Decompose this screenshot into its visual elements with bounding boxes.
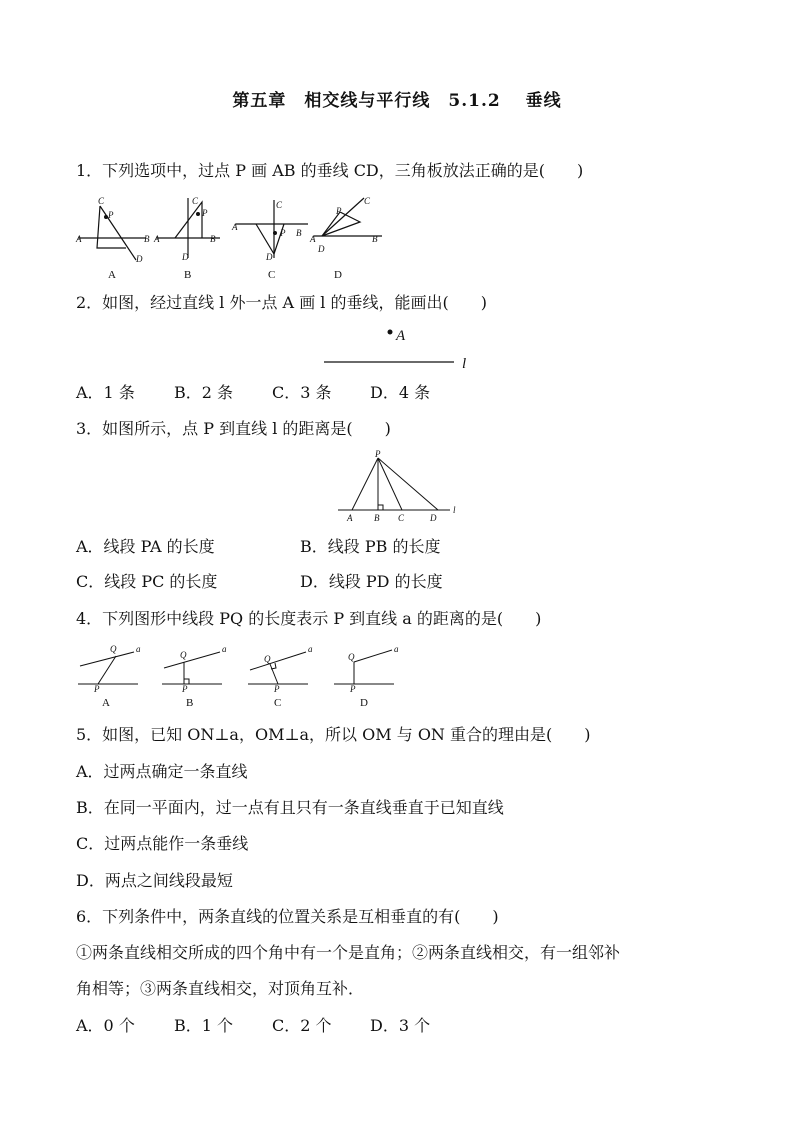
svg-text:P: P: [94, 684, 100, 694]
question-3-figure: [334, 448, 464, 528]
q5-option-c: C．过两点能作一条垂线: [76, 834, 249, 853]
q2-option-d: D．4 条: [370, 383, 431, 402]
question-2-stem: 2．如图，经过直线 l 外一点 A 画 l 的垂线，能画出( ): [76, 293, 487, 312]
q1-caption-c: C: [268, 269, 276, 281]
q3-option-d: D．线段 PD 的长度: [300, 572, 443, 591]
svg-text:P: P: [274, 684, 280, 694]
q4-caption-b: B: [186, 697, 194, 709]
q2-point-label: A: [396, 328, 406, 344]
svg-text:Q: Q: [348, 652, 355, 662]
q3-label-b: B: [374, 513, 380, 523]
q6-body-line-1: ①两条直线相交所成的四个角中有一个是直角；②两条直线相交，有一组邻补: [76, 943, 621, 962]
svg-text:A: A: [232, 222, 238, 232]
svg-text:C: C: [364, 196, 371, 206]
svg-text:a: a: [136, 644, 141, 654]
q1-caption-a: A: [108, 269, 116, 281]
question-4-figures: [70, 636, 410, 712]
svg-text:P: P: [182, 684, 188, 694]
svg-text:a: a: [308, 644, 313, 654]
q2-option-b: B．2 条: [174, 383, 234, 402]
svg-text:Q: Q: [264, 654, 271, 664]
svg-text:B: B: [372, 234, 378, 244]
svg-text:A: A: [310, 234, 316, 244]
svg-text:Q: Q: [180, 650, 187, 660]
svg-text:D: D: [318, 244, 325, 254]
svg-text:B: B: [144, 234, 150, 244]
svg-text:D: D: [136, 254, 143, 264]
svg-text:P: P: [350, 684, 356, 694]
q6-body-line-2: 角相等；③两条直线相交，对顶角互补．: [76, 979, 365, 998]
q1-caption-b: B: [184, 269, 192, 281]
question-5-stem: 5．如图，已知 ON⊥a，OM⊥a，所以 OM 与 ON 重合的理由是( ): [76, 725, 591, 744]
svg-text:A: A: [154, 234, 160, 244]
svg-text:P: P: [202, 208, 208, 218]
q3-option-c: C．线段 PC 的长度: [76, 572, 218, 591]
q3-label-p: P: [375, 449, 381, 459]
q5-option-b: B．在同一平面内，过一点有且只有一条直线垂直于已知直线: [76, 798, 504, 817]
question-1-figures: [70, 192, 390, 282]
q6-option-a: A．0 个: [76, 1016, 135, 1035]
svg-text:B: B: [210, 234, 216, 244]
q3-label-l: l: [453, 505, 456, 515]
svg-text:C: C: [192, 196, 199, 206]
svg-text:C: C: [98, 196, 105, 206]
svg-text:P: P: [336, 206, 342, 216]
svg-text:B: B: [296, 228, 302, 238]
q4-caption-a: A: [102, 697, 110, 709]
question-4-stem: 4．下列图形中线段 PQ 的长度表示 P 到直线 a 的距离的是( ): [76, 609, 542, 628]
question-6-stem: 6．下列条件中，两条直线的位置关系是互相垂直的有( ): [76, 907, 499, 926]
svg-text:A: A: [76, 234, 82, 244]
q3-label-a: A: [347, 513, 353, 523]
q6-option-b: B．1 个: [174, 1016, 234, 1035]
question-2-figure: [318, 320, 478, 376]
q1-caption-d: D: [334, 269, 342, 281]
q3-label-c: C: [398, 513, 405, 523]
q2-line-label: l: [462, 356, 467, 372]
svg-text:a: a: [222, 644, 227, 654]
svg-text:P: P: [280, 228, 286, 238]
q2-option-a: A．1 条: [76, 383, 135, 402]
q5-option-d: D．两点之间线段最短: [76, 871, 233, 890]
q3-option-a: A．线段 PA 的长度: [76, 537, 215, 556]
q3-label-d: D: [430, 513, 437, 523]
svg-text:D: D: [266, 252, 273, 262]
q4-caption-d: D: [360, 697, 368, 709]
q4-caption-c: C: [274, 697, 282, 709]
svg-text:C: C: [276, 200, 283, 210]
q6-option-d: D．3 个: [370, 1016, 431, 1035]
svg-text:Q: Q: [110, 644, 117, 654]
q6-option-c: C．2 个: [272, 1016, 332, 1035]
svg-text:D: D: [182, 252, 189, 262]
svg-text:a: a: [394, 644, 399, 654]
q3-option-b: B．线段 PB 的长度: [300, 537, 441, 556]
q2-option-c: C．3 条: [272, 383, 332, 402]
question-3-stem: 3．如图所示，点 P 到直线 l 的距离是( ): [76, 419, 391, 438]
page-title: 第五章 相交线与平行线 5.1.2 垂线: [232, 91, 562, 111]
question-1-stem: 1．下列选项中，过点 P 画 AB 的垂线 CD，三角板放法正确的是( ): [76, 161, 584, 180]
svg-text:P: P: [108, 210, 114, 220]
q5-option-a: A．过两点确定一条直线: [76, 762, 248, 781]
